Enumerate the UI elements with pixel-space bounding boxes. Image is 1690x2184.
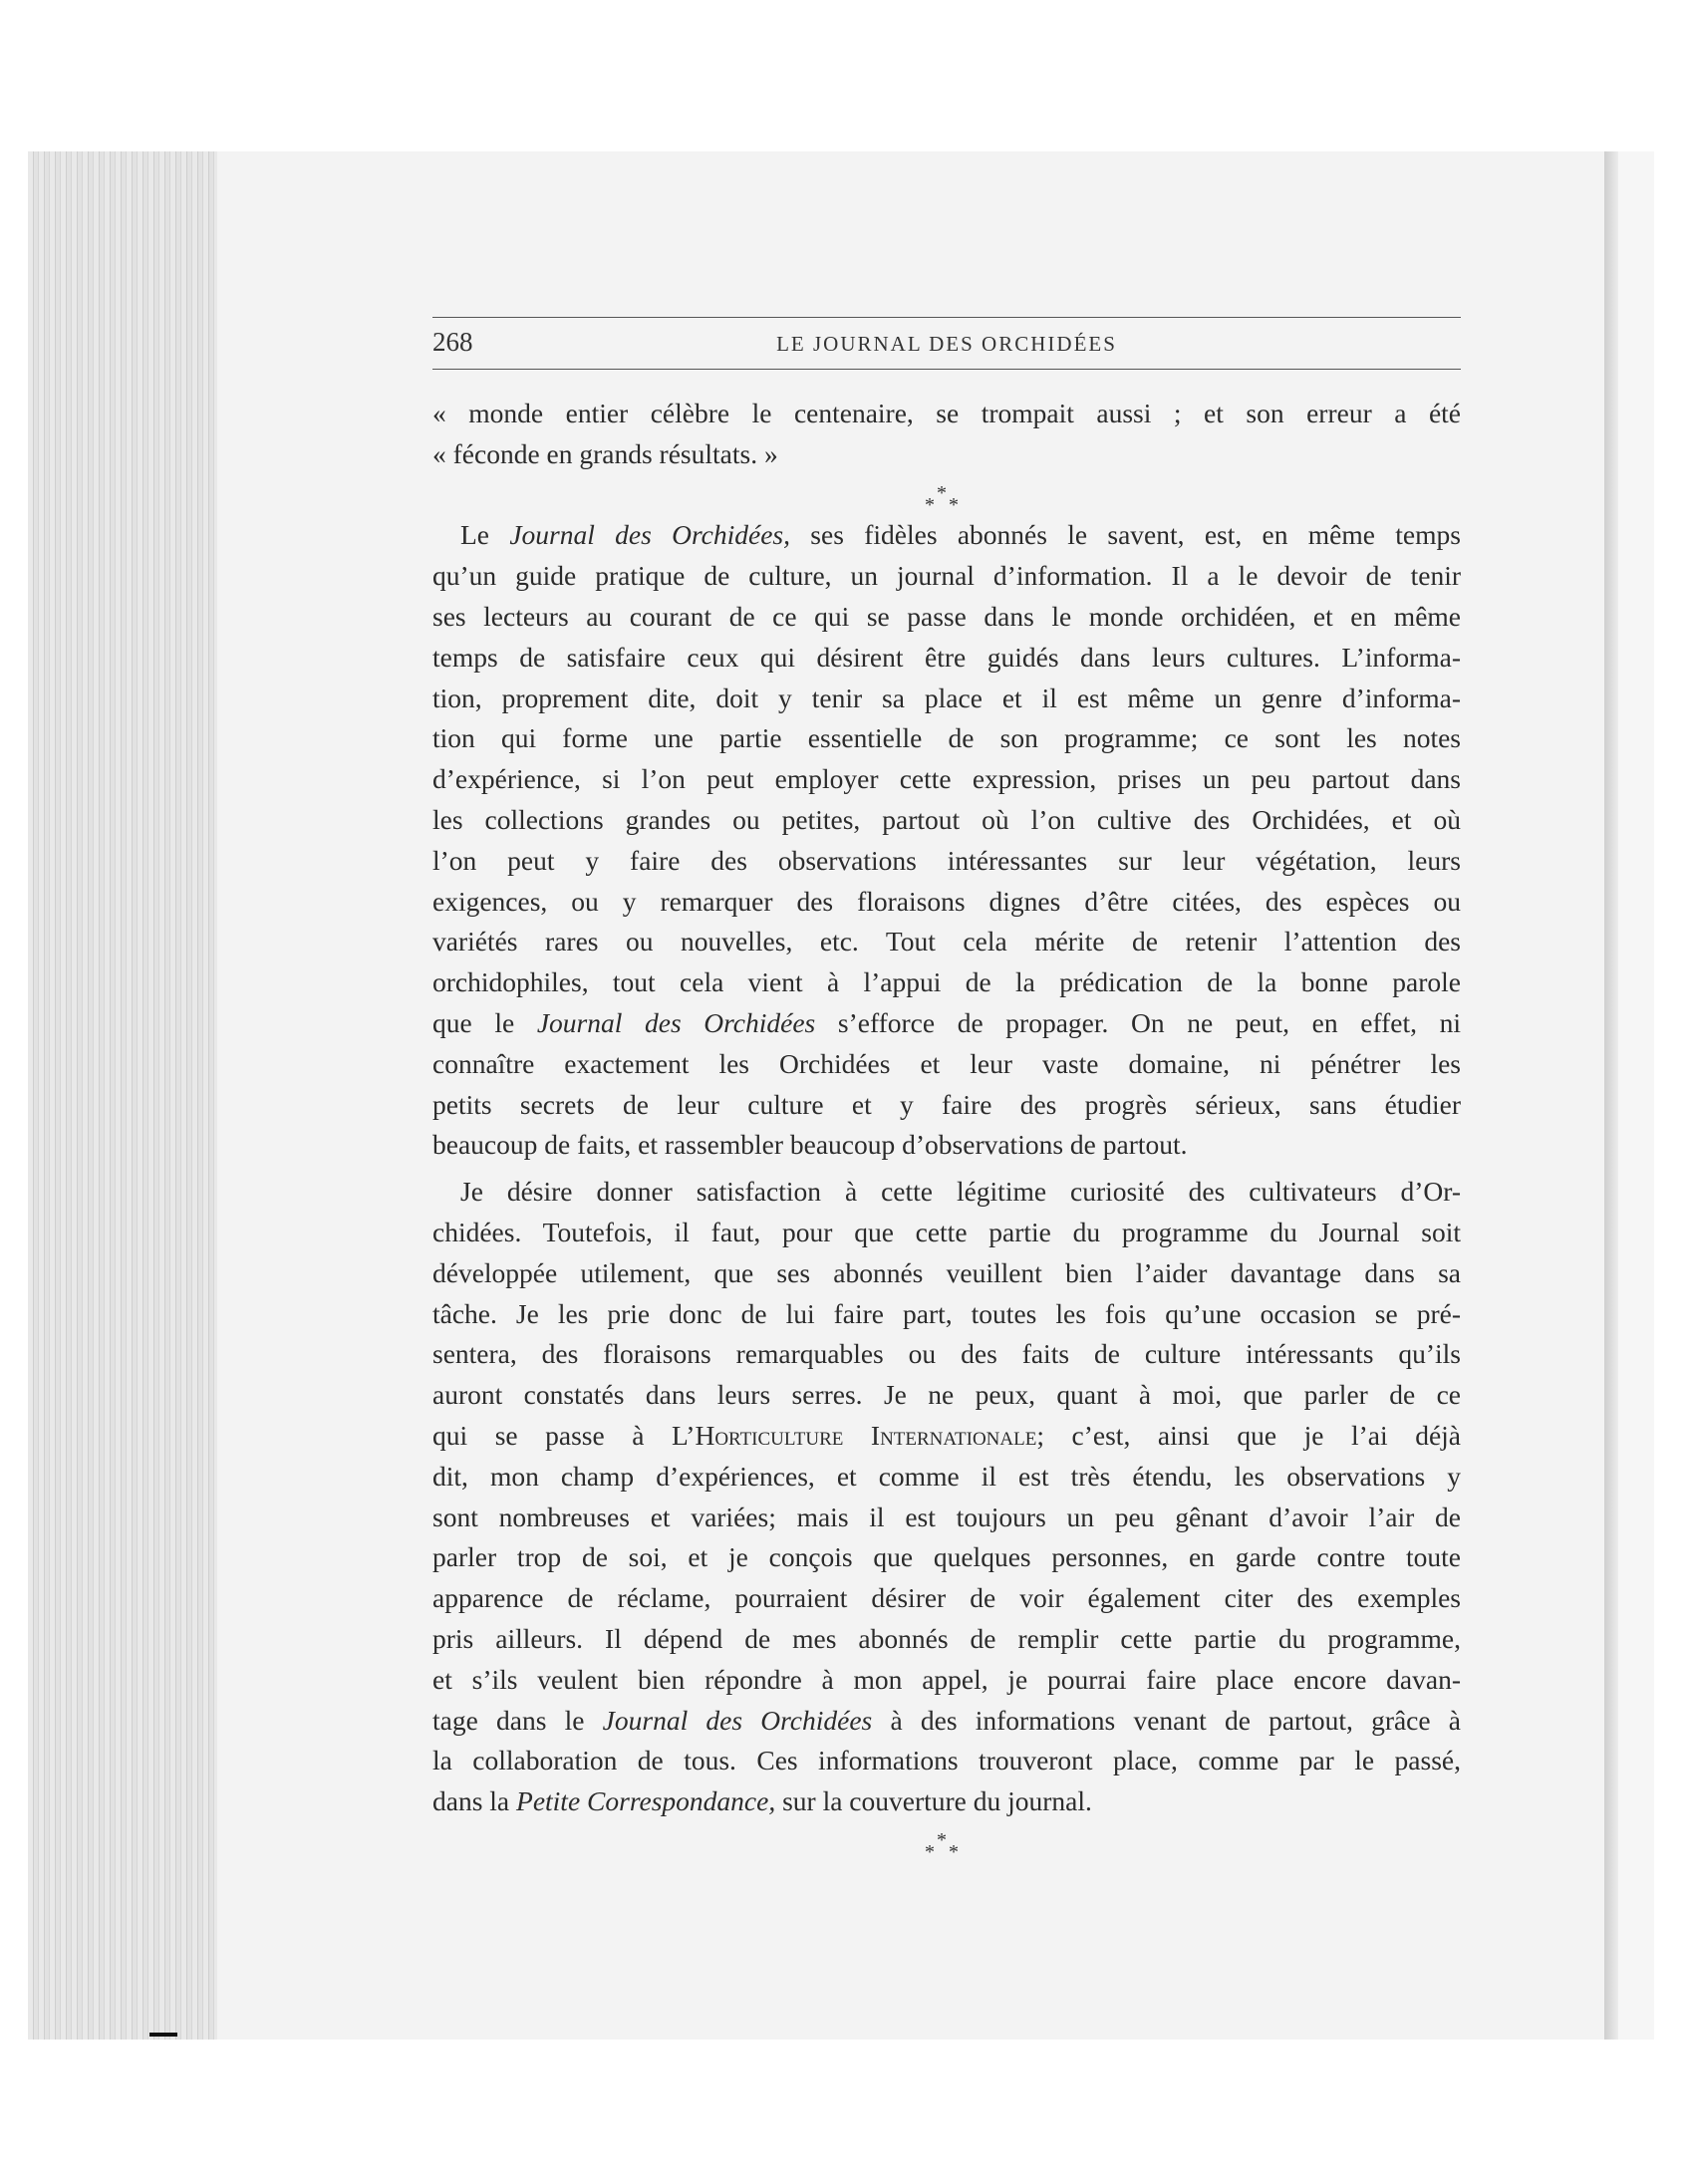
text-line: les collections grandes ou petites, partout où l’on cultive des Orchidées, et où (432, 803, 1461, 835)
book-page-edges (28, 151, 217, 2040)
text-line: pris ailleurs. Il dépend de mes abonnés de remplir cette partie du programme, (432, 1622, 1461, 1654)
text-line: Je désire donner satisfaction à cette légitime curiosité des cultivateurs d’Or- (460, 1176, 1461, 1208)
page-number: 268 (432, 327, 473, 357)
text-line: développée utilement, que ses abonnés veuillent bien l’aider davantage dans sa (432, 1256, 1461, 1288)
text-line: apparence de réclame, pourraient désirer de voir également citer des exemples (432, 1582, 1461, 1614)
text-line: petits secrets de leur culture et y faire des progrès sérieux, sans étudier (432, 1088, 1461, 1120)
text-run: ; c’est, ainsi que je l’ai déjà (1036, 1419, 1462, 1451)
text-line: qu’un guide pratique de culture, un journal d’information. Il a le devoir de tenir (432, 560, 1461, 592)
petite-correspondance-italic: Petite Correspondance, (516, 1785, 776, 1817)
text-line (432, 1003, 1461, 1044)
gutter-edge (1604, 151, 1618, 2040)
paragraph-1 (432, 515, 1461, 1166)
text-line: sont nombreuses et variées; mais il est toujours un peu gênant d’avoir l’air de (432, 1501, 1461, 1532)
paragraph-2 (432, 1172, 1461, 1822)
text-line: variétés rares ou nouvelles, etc. Tout cela mérite de retenir l’attention des (432, 926, 1461, 957)
text-line (432, 1416, 1461, 1457)
journal-title-italic: Journal des Orchidées (536, 1006, 816, 1038)
text-line: « monde entier célèbre le centenaire, se trompait aussi ; et son erreur a été (432, 398, 1461, 428)
text-line: l’on peut y faire des observations intéressantes sur leur végétation, leurs (432, 844, 1461, 876)
text-line: « féconde en grands résultats. » (432, 437, 778, 469)
text-line: exigences, ou y remarquer des floraisons dignes d’être citées, des espèces ou (432, 885, 1461, 917)
header-rule-top (432, 317, 1461, 318)
text-line: parler trop de soi, et je conçois que quelques personnes, en garde contre toute (432, 1541, 1461, 1573)
text-line: ses lecteurs au courant de ce qui se passe dans le monde orchidéen, et en même (432, 600, 1461, 632)
body-text (432, 394, 1461, 1863)
text-line: la collaboration de tous. Ces informations trouveront place, comme par le passé, (432, 1745, 1461, 1776)
journal-title-italic: Journal des Orchidées, (509, 519, 790, 551)
text-run: tage dans le (432, 1704, 603, 1736)
text-line: tion qui forme une partie essentielle de son programme; ce sont les notes (432, 722, 1461, 754)
text-line (432, 1701, 1461, 1742)
text-line: beaucoup de faits, et rassembler beaucoup d’observations de partout. (432, 1129, 1188, 1161)
text-run: s’efforce de propager. On ne peut, en effet, ni (815, 1006, 1461, 1038)
text-line: sentera, des floraisons remarquables ou des faits de culture intéressants qu’ils (432, 1338, 1461, 1370)
text-run: dans la (432, 1785, 517, 1817)
journal-title-italic: Journal des Orchidées (602, 1704, 873, 1736)
text-line (432, 1781, 1461, 1822)
text-line: d’expérience, si l’on peut employer cette expression, prises un peu partout dans (432, 763, 1461, 795)
text-run: Le (460, 519, 510, 551)
edge-mark (149, 2033, 177, 2037)
text-line: auront constatés dans leurs serres. Je ne peux, quant à moi, que parler de ce (432, 1379, 1461, 1411)
header-rule-bottom (432, 369, 1461, 370)
text-line: chidées. Toutefois, il faut, pour que cette partie du programme du Journal soit (432, 1216, 1461, 1247)
text-line: tion, proprement dite, doit y tenir sa place et il est même un genre d’informa- (432, 682, 1461, 713)
text-run: qui se passe à (432, 1419, 673, 1451)
text-line: dit, mon champ d’expériences, et comme il est très étendu, les observations y (432, 1460, 1461, 1492)
text-line: connaître exactement les Orchidées et leur vaste domaine, ni pénétrer les (432, 1047, 1461, 1079)
text-run: ses fidèles abonnés le savent, est, en même temps (790, 519, 1461, 551)
section-separator: * * * (925, 1828, 959, 1863)
text-line: tâche. Je les prie donc de lui faire part, toutes les fois qu’une occasion se pré- (432, 1297, 1461, 1329)
text-line: orchidophiles, tout cela vient à l’appui de la prédication de la bonne parole (432, 966, 1461, 998)
text-line: et s’ils veulent bien répondre à mon appel, je pourrai faire place encore davan- (432, 1663, 1461, 1695)
text-line: temps de satisfaire ceux qui désirent être guidés dans leurs cultures. L’informa- (432, 641, 1461, 673)
text-run: que le (432, 1006, 537, 1038)
section-separator: * * * (925, 481, 959, 516)
text-line (432, 515, 1461, 556)
running-title: LE JOURNAL DES ORCHIDÉES (776, 332, 1117, 356)
company-name-smallcaps: L’Horticulture Internationale (672, 1419, 1037, 1451)
text-run: à des informations venant de partout, grâce à (872, 1704, 1461, 1736)
text-run: sur la couverture du journal. (775, 1785, 1092, 1817)
